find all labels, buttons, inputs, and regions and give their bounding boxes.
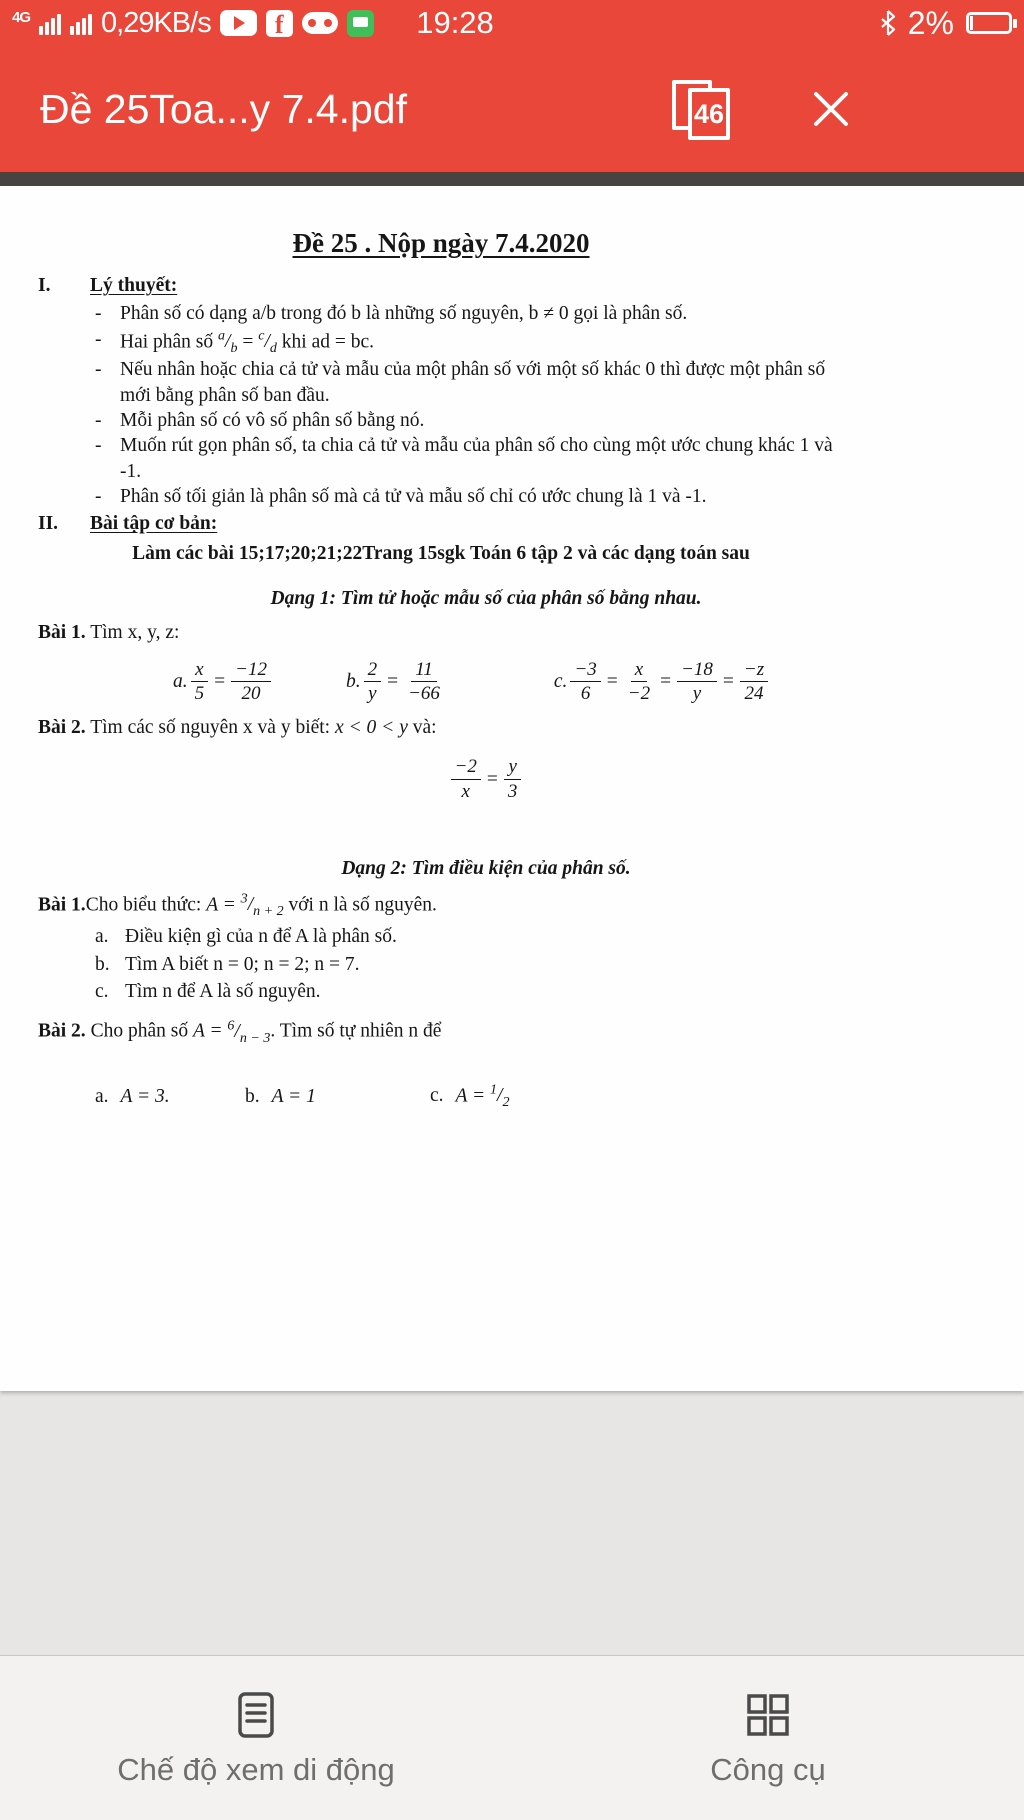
mobile-view-button[interactable] [0,1656,512,1820]
signal-bars-icon-1 [39,11,61,35]
answers-row [38,1081,844,1112]
tools-grid-icon [741,1688,795,1742]
network-speed: 0,29KB/s [101,6,211,39]
fraction: $\frac{-z}{24}$ [740,659,768,705]
pdf-viewer[interactable] [0,186,1024,1655]
status-bar [0,0,1024,46]
theory-item: - Phân số có dạng a/b trong đó b là những số nguyên, b ≠ 0 gọi là phân số. [38,301,844,326]
section-numeral: I. [38,275,51,297]
current-page-icon [688,88,730,140]
inline-fraction: $^a/_b$ [218,327,238,357]
section-1-heading-row [38,273,844,298]
equation-a: a. $\frac{x}{5}$ = $\frac{-12}{20}$ [173,659,271,705]
fraction: $\frac{-18}{y}$ [677,659,717,705]
inline-fraction: $^c/_d$ [258,327,277,357]
bottom-toolbar [0,1655,1024,1820]
mobile-view-label: Chế độ xem di động [117,1752,395,1787]
type-2-heading: Dạng 2: Tìm điều kiện của phân số. [341,858,631,880]
exercise-1-line: Bài 1. Tìm x, y, z: [38,621,180,643]
document-title: Đề 25Toa...y 7.4.pdf [40,85,407,132]
bullet-dash: - [95,303,102,325]
section-heading: Bài tập cơ bản: [90,513,218,535]
app-header [0,46,1024,172]
bullet-dash: - [95,328,102,350]
pdf-page [0,186,1024,1391]
header-shadow-strip [0,172,1024,186]
tools-label: Công cụ [710,1752,826,1787]
clock: 19:28 [416,5,494,40]
signal-bars-icon-2 [70,11,92,35]
equation-b: b. $\frac{2}{y}$ = $\frac{11}{-66}$ [346,659,444,705]
answer-b: b. A = 1 [245,1085,316,1107]
fraction: $\frac{-3}{6}$ [570,659,600,705]
fraction: $\frac{2}{y}$ [364,659,382,705]
theory-item: - Hai phân số $^a/_b = ^c/_d$ khi ad = bc. [95,327,375,357]
close-button[interactable] [808,86,854,132]
close-icon [809,87,853,131]
status-left-cluster [12,7,374,40]
answer-c: c. $A = ^1/_2$ [430,1081,510,1111]
sub-item-c: c. Tìm n để A là số nguyên. [95,980,321,1002]
page-count: 46 [693,98,725,129]
bullet-dash: - [95,410,102,432]
battery-icon [966,12,1012,34]
game-notification-icon [302,12,338,34]
answer-a: a. A = 3. [95,1085,170,1107]
page-count-button[interactable] [672,78,730,140]
youtube-notification-icon [220,10,257,36]
exercise-2-equation: $\frac{-2}{x}$ = $\frac{y}{3}$ [83,750,889,808]
tools-button[interactable] [512,1656,1024,1820]
homework-assignment-line: Làm các bài 15;17;20;21;22Trang 15sgk Toán 6 tập 2 và các dạng toán sau [132,542,750,564]
worksheet-title: Đề 25 . Nộp ngày 7.4.2020 [292,228,590,258]
theory-item: - Muốn rút gọn phân số, ta chia cả tử và mẫu của phân số cho cùng một ước chung khác 1 và -1. [38,433,844,484]
fraction: $\frac{11}{-66}$ [408,659,440,705]
fraction: $\frac{-12}{20}$ [231,659,271,705]
section-numeral: II. [38,513,59,535]
bullet-dash: - [95,435,102,457]
exercise-2-line: Bài 2. Tìm các số nguyên x và y biết: x < 0 < y và: [38,716,437,738]
theory-item: - Nếu nhân hoặc chia cả tử và mẫu của một phân số với một số khác 0 thì được một phân số mới bằng phân số ban đầu. [38,357,844,408]
inline-fraction: $^3/_{n + 2}$ [240,890,284,919]
fraction: $\frac{x}{-2}$ [627,659,651,705]
battery-percent: 2% [907,4,954,41]
inline-fraction: $^6/_{n - 3}$ [227,1017,271,1046]
sub-item-b: b. Tìm A biết n = 0; n = 2; n = 7. [95,953,360,975]
type2-exercise-1-line: Bài 1.Cho biểu thức: $A = ^3/_{n + 2}$ với n là số nguyên. [38,890,437,919]
theory-item: - Mỗi phân số có vô số phân số bằng nó. [38,408,844,433]
inequality: x < 0 < y [334,716,408,738]
equation-c: c. $\frac{-3}{6}$ = $\frac{x}{-2}$ = $\frac{-18}{y}$ = $\frac{-z}{24}$ [554,659,768,705]
inline-fraction: $^1/_2$ [490,1081,510,1111]
fraction: $\frac{-2}{x}$ [451,756,481,802]
bluetooth-icon [880,10,896,36]
messenger-notification-icon [347,10,374,37]
theory-item: - Phân số tối giản là phân số mà cả tử và mẫu số chỉ có ước chung là 1 và -1. [38,484,844,509]
fraction: $\frac{y}{3}$ [504,756,522,802]
fraction: $\frac{x}{5}$ [191,659,209,705]
facebook-notification-icon: f [266,10,293,37]
section-heading: Lý thuyết: [90,275,178,297]
section-2-heading-row [38,511,844,536]
exercise-1-equations [38,653,844,711]
bullet-dash: - [95,359,102,381]
sub-item-a: a. Điều kiện gì của n để A là phân số. [95,926,397,948]
mobile-view-icon [229,1688,283,1742]
status-right-cluster [880,5,1012,42]
bullet-dash: - [95,486,102,508]
network-type-label: 4G [12,8,31,26]
type2-exercise-2-line: Bài 2. Cho phân số $A = ^6/_{n - 3}$. Tìm số tự nhiên n để [38,1017,442,1046]
type-1-heading: Dạng 1: Tìm tử hoặc mẫu số của phân số bằng nhau. [270,588,702,610]
